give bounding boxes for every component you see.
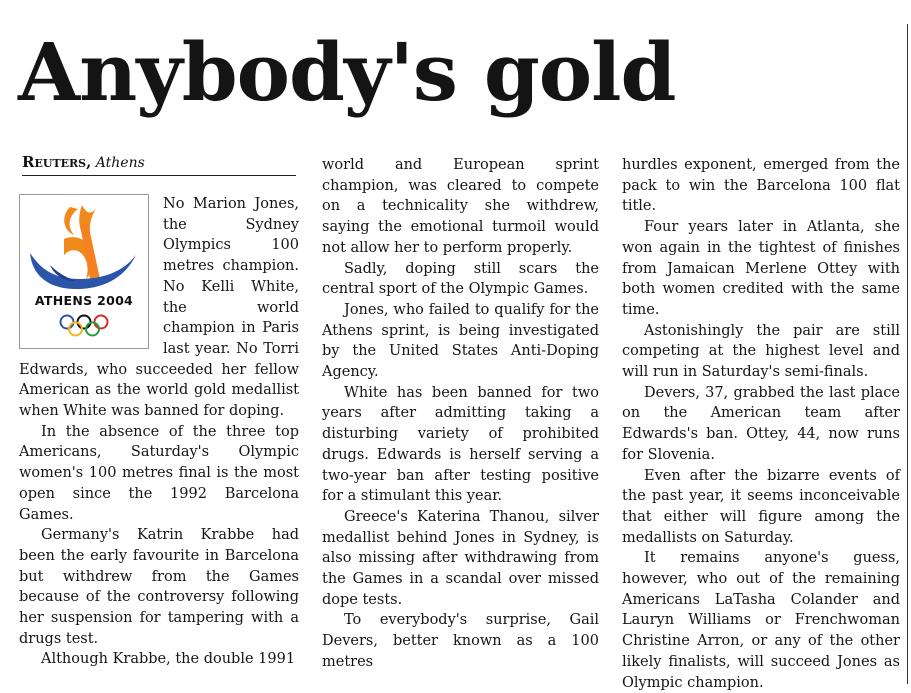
paragraph: In the absence of the three top Americans, Saturday's Olympic women's 100 metres final is the most open since the 1992 Barcelona Games. [19,423,299,523]
paragraph: Germany's Katrin Krabbe had been the early favourite in Barcelona but withdrew from the Games because of the controversy following her suspension for tampering with a drugs test. [19,527,299,647]
paragraph: Four years later in Atlanta, she won again in the tightest of finishes from Jamaican Merlene Ottey with both women credited with the same time. [622,219,900,318]
paragraph [19,194,299,422]
paragraph: Although Krabbe, the double 1991 [41,651,296,668]
paragraph: It remains anyone's guess, however, who out of the remaining Americans LaTasha Colander and Lauryn Williams or Frenchwoman Christine Arron, or any of the other likely finalists, will succeed Jones as Olympic champion. [622,550,900,691]
byline [22,151,296,176]
column-rule [907,24,908,684]
paragraph: Astonishingly the pair are still competing at the highest level and will run in Saturday's semi-finals. [622,322,900,381]
paragraph: Even after the bizarre events of the past year, it seems inconceivable that either will figure among the medallists on Saturday. [622,467,900,546]
byline-agency: Reuters, [22,153,92,171]
paragraph: To everybody's surprise, Gail Devers, better known as a 100 metres [322,612,599,670]
athens-2004-logo [19,194,149,349]
paragraph: hurdles exponent, emerged from the pack to win the Barcelona 100 flat title. [622,157,900,215]
byline-place: Athens [95,155,145,171]
paragraph: Devers, 37, grabbed the last place on the American team after Edwards's ban. Ottey, 44, now runs for Slovenia. [622,384,900,463]
article-column-2 [322,155,599,673]
athens-emblem-icon [20,195,148,348]
paragraph-text: No Marion Jones, the Sydney Olympics 100 metres champion. No Kelli White, the world champion in Paris last year. No Torri Edwards, who succeeded her fellow American as the world gold medallist when White was banned for doping. [19,196,299,420]
paragraph: Jones, who failed to qualify for the Athens sprint, is being investigated by the United States Anti-Doping Agency. [322,301,599,381]
paragraph: Greece's Katerina Thanou, silver medallist behind Jones in Sydney, is also missing after withdrawing from the Games in a scandal over missed dope tests. [322,508,599,608]
logo-text: ATHENS 2004 [34,293,134,308]
article-column-3 [622,155,900,693]
headline: Anybody's gold [18,25,676,119]
paragraph: Sadly, doping still scars the central sport of the Olympic Games. [322,260,599,298]
paragraph: White has been banned for two years after admitting taking a disturbing variety of prohibited drugs. Edwards is herself serving a two-year ban after testing positive for a stimulant this year. [322,384,599,505]
article-column-1 [19,194,299,670]
paragraph: world and European sprint champion, was cleared to compete on a technicality she withdrew, saying the emotional turmoil would not allow her to perform properly. [322,157,599,256]
